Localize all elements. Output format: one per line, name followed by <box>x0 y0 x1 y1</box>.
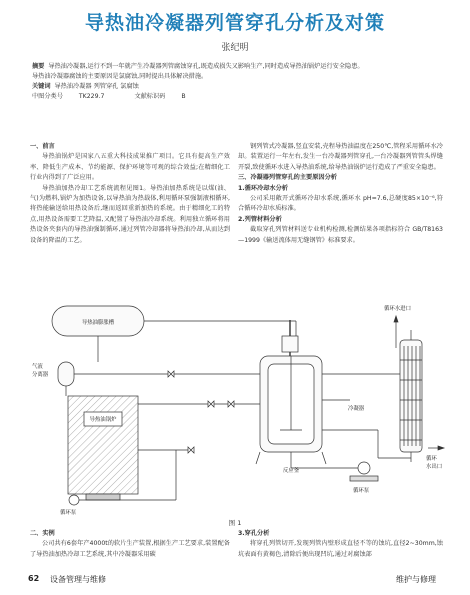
subheading-perforation: 3.穿孔分析 <box>238 530 270 537</box>
class-value: TK229.7 <box>78 93 105 100</box>
paragraph: 钢列管式冷凝器,竖直安装,壳程导热油温度在250℃,管程采用循环水冷却。装置运行一年左右,发生一台冷凝器列管穿孔,一台冷凝器列管管头焊缝开裂,致使循环水进入导热油系统,给导热油锅炉运行造成了严重安全隐患。 <box>238 143 443 171</box>
author: 张纪明 <box>221 43 249 53</box>
keywords-label: 关键词 <box>32 83 51 90</box>
abstract-block <box>32 62 442 102</box>
abstract-text-1: 导热油冷凝器,运行不到一年就产生冷凝器列管腐蚀穿孔,既造成损失又影响生产,同时造成导热油锅炉运行安全隐患。 <box>48 63 364 70</box>
tank-label: 导热油膨胀槽 <box>81 320 115 326</box>
keywords-row <box>32 82 442 92</box>
pump-mid-label: 循环泵 <box>353 488 370 494</box>
paragraph: 公司共有6套年产4000t的软片生产装置,根据生产工艺要求,装置配备了导热油加热冷却工艺系统,其中冷凝器采用碳 <box>30 540 230 558</box>
right-column-bottom <box>238 529 443 560</box>
section-heading-example: 二、实例 <box>30 530 55 537</box>
water-out-label-2: 水出口 <box>426 464 443 470</box>
pump-left-icon <box>69 495 79 505</box>
pump-mid-icon <box>358 462 370 474</box>
keywords: 导热油冷凝器 列管穿孔 氯腐蚀 <box>54 83 139 90</box>
section-heading-analysis: 三、冷凝器列管穿孔的主要原因分析 <box>238 174 337 182</box>
subheading-material: 2.列管材料分析 <box>238 215 282 223</box>
abstract-text-2: 导热油冷凝器腐蚀的主要原因是氯腐蚀,同时提出具体解决措施。 <box>32 73 208 80</box>
paragraph: 将穿孔列管切开,发现列管内壁形成直径不等的蚀坑,直径2~30mm,蚀坑表面有黄褐色,清除后便出现凹坑,通过对腐蚀部 <box>238 540 443 558</box>
gas-liquid-separator <box>58 362 74 386</box>
code-value: B <box>181 93 186 100</box>
page-number: 62 <box>28 574 40 583</box>
boiler <box>68 396 138 494</box>
pump-left-label: 循环泵 <box>60 510 77 516</box>
separator-label-1: 气液 <box>32 364 43 370</box>
process-flow-svg <box>28 300 448 518</box>
paragraph: 导热油锅炉是国家八五重大科技成果推广项目。它具有提高生产效率、降低生产成本、节约能源、保护环境等可观的综合效益;在精细化工行业内得到了广泛应用。 <box>30 153 230 182</box>
paragraph: 截取穿孔列管材料送专业机构检测,检测结果各项指标符合 GB/T8163—1999《输送流体用无缝钢管》标准要求。 <box>238 226 443 244</box>
left-column <box>30 142 230 246</box>
code-label: 文献标识码 <box>134 93 166 100</box>
right-column <box>238 142 443 246</box>
class-label: 中图分类号 <box>32 93 63 100</box>
process-flow-diagram <box>28 300 448 518</box>
water-out-label-1: 循环 <box>426 456 437 462</box>
abstract-label: 摘要 <box>32 63 45 70</box>
condenser-label: 冷凝器 <box>348 406 365 412</box>
water-in-label: 循环水进口 <box>384 306 411 312</box>
figure-caption: 图 1 <box>228 519 242 527</box>
reactor-label: 反应釜 <box>282 468 300 474</box>
section-heading-intro: 一、前言 <box>30 143 55 150</box>
article-title: 导热油冷凝器列管穿孔分析及对策 <box>84 12 385 34</box>
condenser <box>400 340 422 452</box>
left-column-bottom <box>30 529 230 560</box>
section-name: 维护与修理 <box>396 575 436 584</box>
journal-name: 设备管理与维修 <box>50 575 106 584</box>
boiler-label: 导热油锅炉 <box>89 417 117 423</box>
subheading-water: 1.循环冷却水分析 <box>238 184 288 192</box>
classification-row <box>32 92 442 102</box>
paragraph: 导热油加热冷却工艺系统流程见图1。导热油加热系统是以煤(油、气)为燃料,锅炉为加热设备,以导热油为热载体,利用循环泵强制液相循环,将热能输送给用热设备后,继而返回重新加热的系统。由于精细化工的特点,用热设备需要工艺降温,又配置了导热油冷却系统。利用独立循环将用热设备夹套内的导热油强制循环,通过列管冷却器将导热油冷却,从而达到设备的降温的工艺。 <box>30 184 230 244</box>
abstract-line-1 <box>32 62 442 72</box>
separator-label-2: 分离器 <box>32 372 49 378</box>
paragraph: 公司采用敞开式循环冷却水系统,循环水 pH=7.6,总硬度85×10⁻⁶,符合循环冷却水质标准。 <box>238 195 443 213</box>
